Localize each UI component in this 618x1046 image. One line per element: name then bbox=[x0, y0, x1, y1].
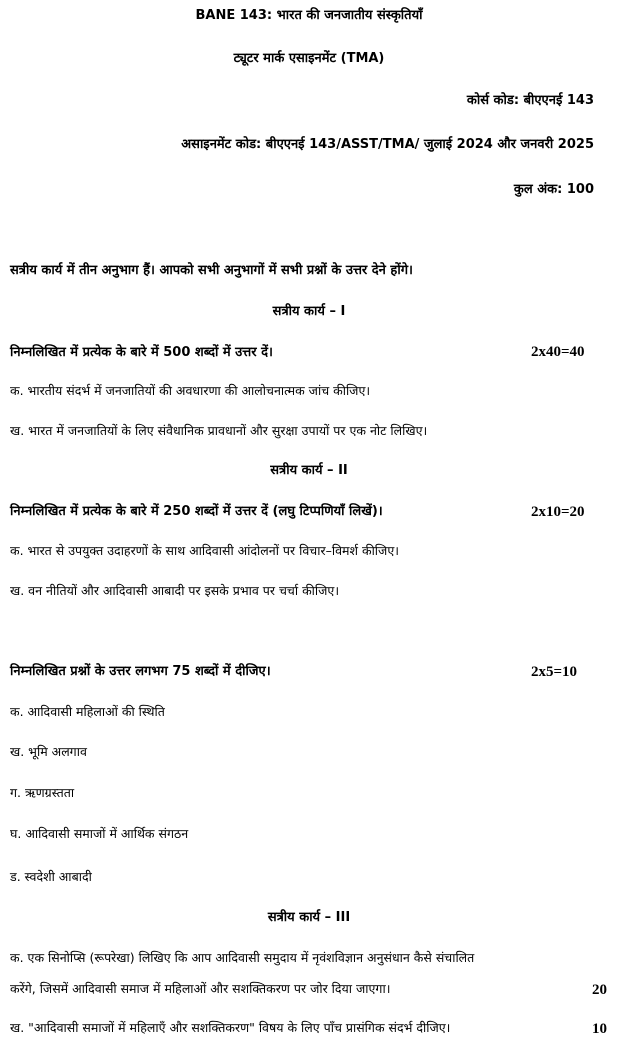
general-instruction: सत्रीय कार्य में तीन अनुभाग हैं। आपको सभी अनुभागों में सभी प्रश्नों के उत्तर देने होंगे। bbox=[10, 263, 413, 278]
document-subtitle: ट्यूटर मार्क एसाइनमेंट (TMA) bbox=[233, 51, 385, 66]
section-2-question-a: क. भारत से उपयुक्त उदाहरणों के साथ आदिवासी आंदोलनों पर विचार–विमर्श कीजिए। bbox=[10, 543, 399, 558]
section-3-question-b: ख. "आदिवासी समाजों में महिलाएँ और सशक्तिकरण" विषय के लिए पाँच प्रासंगिक संदर्भ दीजिए। bbox=[10, 1020, 451, 1035]
section-3-heading: सत्रीय कार्य – III bbox=[267, 910, 351, 925]
short-answer-a: क. आदिवासी महिलाओं की स्थिति bbox=[10, 704, 165, 719]
section-3-question-a-marks: 20 bbox=[592, 982, 607, 998]
section-2-directive: निम्नलिखित में प्रत्येक के बारे में 250 शब्दों में उत्तर दें (लघु टिप्पणियाँ लिखें)। bbox=[10, 504, 383, 519]
assignment-code: असाइनमेंट कोड: बीएएनई 143/ASST/TMA/ जुलाई 2024 और जनवरी 2025 bbox=[181, 137, 594, 152]
section-1-heading: सत्रीय कार्य – I bbox=[272, 304, 346, 319]
section-1-question-a: क. भारतीय संदर्भ में जनजातियों की अवधारणा की आलोचनात्मक जांच कीजिए। bbox=[10, 383, 371, 398]
section-2-question-b: ख. वन नीतियों और आदिवासी आबादी पर इसके प्रभाव पर चर्चा कीजिए। bbox=[10, 583, 340, 598]
section-2-heading: सत्रीय कार्य – II bbox=[270, 463, 348, 478]
short-answer-c: ग. ऋणग्रस्तता bbox=[10, 785, 75, 800]
section-1-marks: 2x40=40 bbox=[531, 344, 585, 360]
short-answer-d: घ. आदिवासी समाजों में आर्थिक संगठन bbox=[10, 826, 189, 841]
short-answer-b: ख. भूमि अलगाव bbox=[10, 744, 87, 759]
document-title: BANE 143: भारत की जनजातीय संस्कृतियाँ bbox=[195, 8, 423, 23]
section-3-question-a-line1: क. एक सिनोप्सि (रूपरेखा) लिखिए कि आप आदिवासी समुदाय में नृवंशविज्ञान अनुसंधान कैसे संचालित bbox=[10, 950, 475, 965]
total-marks: कुल अंक: 100 bbox=[513, 182, 594, 197]
section-1-directive: निम्नलिखित में प्रत्येक के बारे में 500 शब्दों में उत्तर दें। bbox=[10, 345, 273, 360]
short-answer-marks: 2x5=10 bbox=[531, 664, 578, 680]
short-answer-e: ड. स्वदेशी आबादी bbox=[10, 869, 92, 884]
short-answer-directive: निम्नलिखित प्रश्नों के उत्तर लगभग 75 शब्दों में दीजिए। bbox=[10, 664, 271, 679]
section-2-marks: 2x10=20 bbox=[531, 504, 585, 520]
section-3-question-b-marks: 10 bbox=[592, 1021, 607, 1037]
course-code: कोर्स कोड: बीएएनई 143 bbox=[466, 93, 594, 108]
section-3-question-a-line2: करेंगे, जिसमें आदिवासी समाज में महिलाओं और सशक्तिकरण पर जोर दिया जाएगा। bbox=[10, 981, 391, 996]
section-1-question-b: ख. भारत में जनजातियों के लिए संवैधानिक प्रावधानों और सुरक्षा उपायों पर एक नोट लिखिए। bbox=[10, 423, 428, 438]
